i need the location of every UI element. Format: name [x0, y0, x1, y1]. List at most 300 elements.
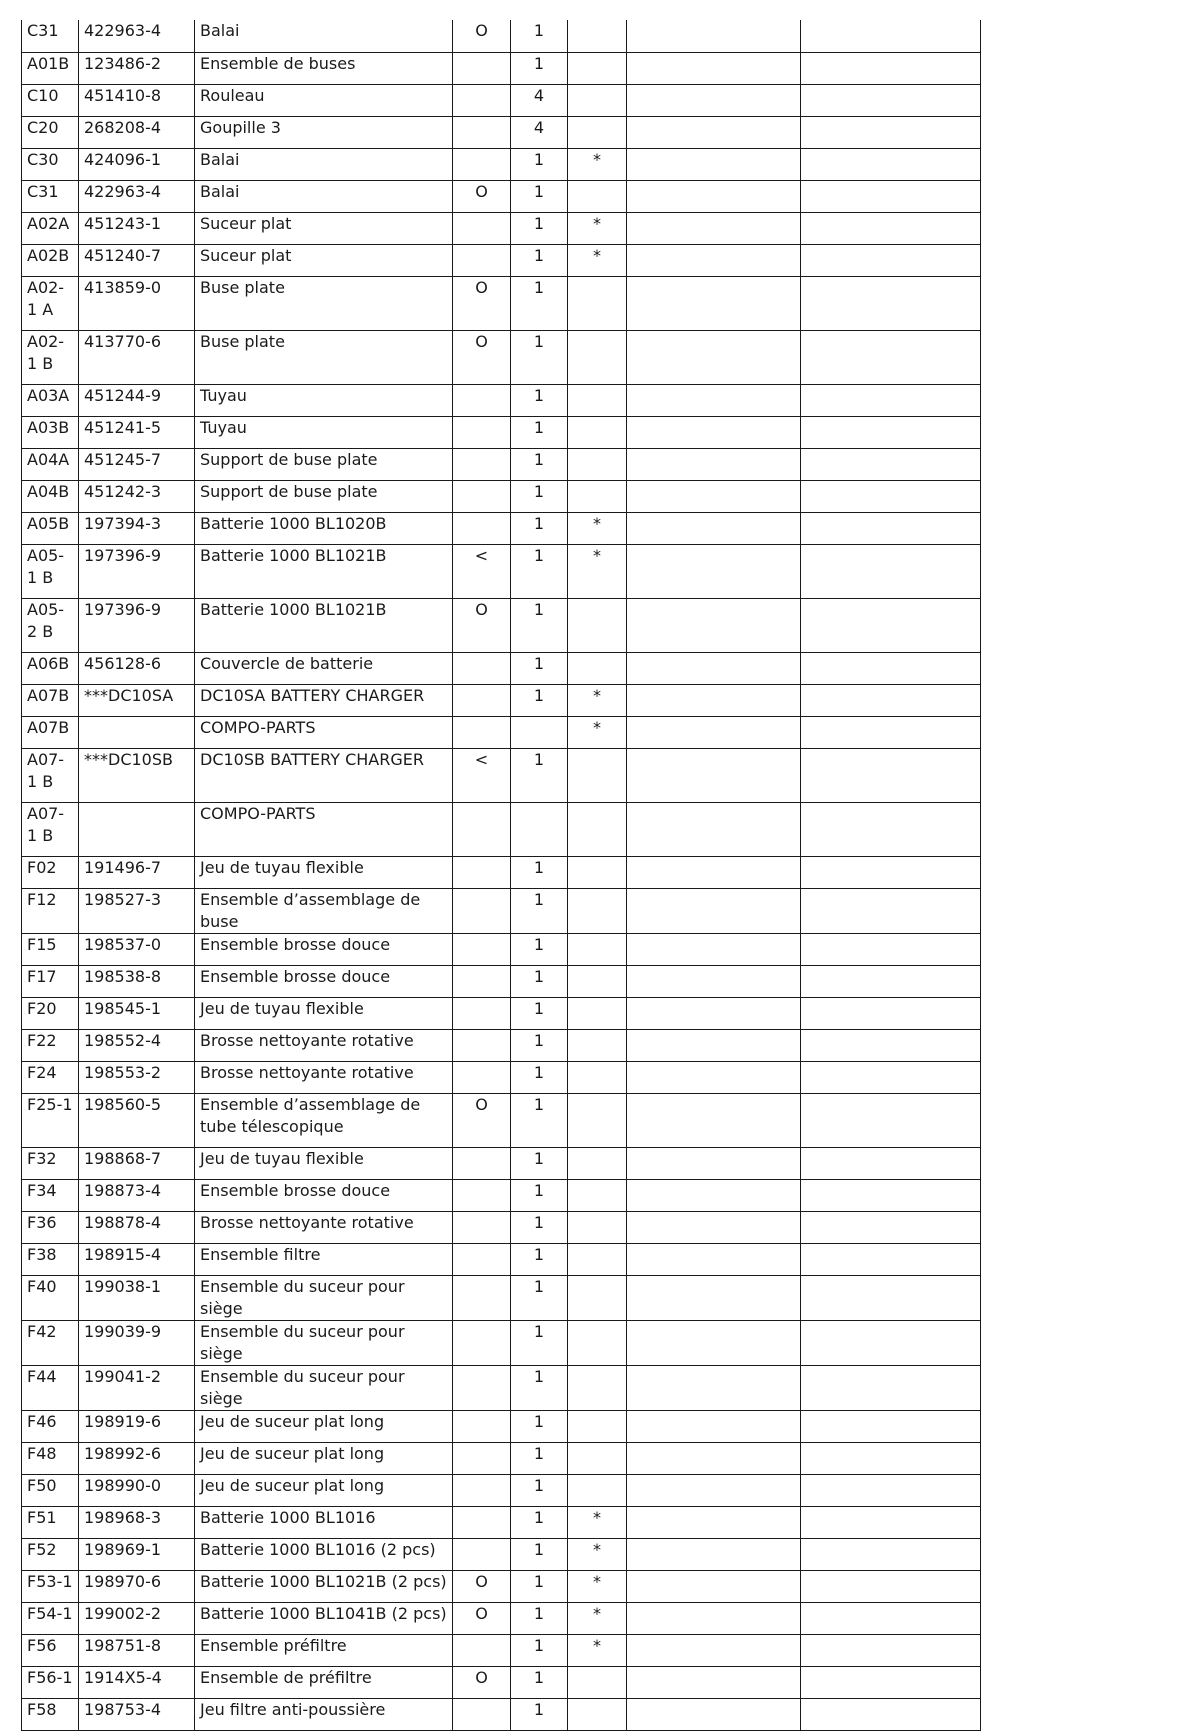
part-number-cell: 451410-8: [79, 84, 195, 116]
ref-cell: A05-2 B: [22, 598, 79, 652]
remarks-cell: [801, 1093, 981, 1147]
extra-cell: [627, 1365, 801, 1410]
ref-cell: F40: [22, 1275, 79, 1320]
part-number-cell: 451243-1: [79, 212, 195, 244]
extra-cell: [627, 544, 801, 598]
ref-cell: C30: [22, 148, 79, 180]
note-cell: [453, 1320, 511, 1365]
remarks-cell: [801, 416, 981, 448]
part-number-cell: 191496-7: [79, 856, 195, 888]
table-row: [22, 1410, 981, 1442]
remarks-cell: [801, 448, 981, 480]
part-number-cell: 451245-7: [79, 448, 195, 480]
part-number-cell: 123486-2: [79, 52, 195, 84]
part-number-cell: 198560-5: [79, 1093, 195, 1147]
description-cell: Batterie 1000 BL1020B: [195, 512, 453, 544]
table-row: [22, 1538, 981, 1570]
extra-cell: [627, 52, 801, 84]
quantity-cell: 1: [511, 1474, 568, 1506]
note-cell: [453, 52, 511, 84]
description-cell: Ensemble préfiltre: [195, 1634, 453, 1666]
table-row: [22, 888, 981, 933]
quantity-cell: 1: [511, 1211, 568, 1243]
ref-cell: F15: [22, 933, 79, 965]
description-cell: Ensemble brosse douce: [195, 1179, 453, 1211]
mark-cell: [568, 20, 627, 52]
extra-cell: [627, 802, 801, 856]
description-cell: Brosse nettoyante rotative: [195, 1211, 453, 1243]
description-cell: Jeu de suceur plat long: [195, 1442, 453, 1474]
quantity-cell: 1: [511, 244, 568, 276]
ref-cell: F50: [22, 1474, 79, 1506]
note-cell: [453, 480, 511, 512]
note-cell: [453, 1634, 511, 1666]
extra-cell: [627, 652, 801, 684]
quantity-cell: 1: [511, 1093, 568, 1147]
quantity-cell: 1: [511, 598, 568, 652]
quantity-cell: [511, 802, 568, 856]
remarks-cell: [801, 212, 981, 244]
note-cell: [453, 448, 511, 480]
extra-cell: [627, 1666, 801, 1698]
quantity-cell: 1: [511, 416, 568, 448]
mark-cell: *: [568, 1602, 627, 1634]
quantity-cell: 1: [511, 480, 568, 512]
extra-cell: [627, 1602, 801, 1634]
note-cell: O: [453, 180, 511, 212]
quantity-cell: 1: [511, 212, 568, 244]
table-row: [22, 1211, 981, 1243]
part-number-cell: 198970-6: [79, 1570, 195, 1602]
description-cell: Tuyau: [195, 384, 453, 416]
table-row: [22, 1570, 981, 1602]
note-cell: [453, 1365, 511, 1410]
extra-cell: [627, 1211, 801, 1243]
mark-cell: [568, 276, 627, 330]
description-cell: Brosse nettoyante rotative: [195, 1061, 453, 1093]
quantity-cell: 1: [511, 448, 568, 480]
quantity-cell: 1: [511, 1442, 568, 1474]
note-cell: [453, 1275, 511, 1320]
part-number-cell: 198969-1: [79, 1538, 195, 1570]
mark-cell: [568, 1474, 627, 1506]
ref-cell: A02B: [22, 244, 79, 276]
quantity-cell: 1: [511, 684, 568, 716]
remarks-cell: [801, 1602, 981, 1634]
table-row: [22, 1602, 981, 1634]
table-row: [22, 480, 981, 512]
ref-cell: C31: [22, 180, 79, 212]
part-number-cell: 197396-9: [79, 544, 195, 598]
mark-cell: [568, 1698, 627, 1730]
table-row: [22, 965, 981, 997]
note-cell: O: [453, 276, 511, 330]
quantity-cell: 1: [511, 20, 568, 52]
ref-cell: A07-1 B: [22, 802, 79, 856]
mark-cell: [568, 802, 627, 856]
ref-cell: F51: [22, 1506, 79, 1538]
ref-cell: F42: [22, 1320, 79, 1365]
extra-cell: [627, 1029, 801, 1061]
mark-cell: [568, 888, 627, 933]
table-row: [22, 1093, 981, 1147]
table-row: [22, 1243, 981, 1275]
remarks-cell: [801, 652, 981, 684]
extra-cell: [627, 1698, 801, 1730]
table-row: [22, 416, 981, 448]
ref-cell: A01B: [22, 52, 79, 84]
note-cell: O: [453, 1602, 511, 1634]
quantity-cell: 1: [511, 544, 568, 598]
remarks-cell: [801, 1211, 981, 1243]
description-cell: COMPO-PARTS: [195, 716, 453, 748]
quantity-cell: 4: [511, 116, 568, 148]
table-row: [22, 20, 981, 52]
mark-cell: [568, 448, 627, 480]
quantity-cell: 1: [511, 933, 568, 965]
table-row: [22, 1698, 981, 1730]
part-number-cell: 198552-4: [79, 1029, 195, 1061]
remarks-cell: [801, 1634, 981, 1666]
remarks-cell: [801, 997, 981, 1029]
part-number-cell: 451240-7: [79, 244, 195, 276]
note-cell: [453, 1147, 511, 1179]
mark-cell: [568, 180, 627, 212]
note-cell: [453, 933, 511, 965]
table-row: [22, 933, 981, 965]
part-number-cell: 199038-1: [79, 1275, 195, 1320]
mark-cell: *: [568, 1506, 627, 1538]
note-cell: [453, 716, 511, 748]
table-row: [22, 1147, 981, 1179]
part-number-cell: 424096-1: [79, 148, 195, 180]
note-cell: [453, 802, 511, 856]
part-number-cell: 198753-4: [79, 1698, 195, 1730]
note-cell: O: [453, 1570, 511, 1602]
mark-cell: *: [568, 716, 627, 748]
description-cell: Support de buse plate: [195, 480, 453, 512]
quantity-cell: 1: [511, 52, 568, 84]
quantity-cell: 1: [511, 856, 568, 888]
mark-cell: *: [568, 512, 627, 544]
mark-cell: [568, 1179, 627, 1211]
part-number-cell: 198527-3: [79, 888, 195, 933]
description-cell: Ensemble brosse douce: [195, 933, 453, 965]
table-row: [22, 748, 981, 802]
remarks-cell: [801, 933, 981, 965]
extra-cell: [627, 180, 801, 212]
remarks-cell: [801, 1275, 981, 1320]
description-cell: Balai: [195, 180, 453, 212]
mark-cell: [568, 1410, 627, 1442]
table-row: [22, 652, 981, 684]
extra-cell: [627, 384, 801, 416]
extra-cell: [627, 20, 801, 52]
remarks-cell: [801, 116, 981, 148]
description-cell: Jeu de tuyau flexible: [195, 856, 453, 888]
part-number-cell: 422963-4: [79, 180, 195, 212]
quantity-cell: 1: [511, 1666, 568, 1698]
note-cell: <: [453, 748, 511, 802]
description-cell: Suceur plat: [195, 212, 453, 244]
ref-cell: F20: [22, 997, 79, 1029]
part-number-cell: 199002-2: [79, 1602, 195, 1634]
remarks-cell: [801, 1698, 981, 1730]
remarks-cell: [801, 544, 981, 598]
ref-cell: F38: [22, 1243, 79, 1275]
quantity-cell: 1: [511, 1634, 568, 1666]
table-row: [22, 856, 981, 888]
parts-table: [21, 20, 981, 1731]
note-cell: [453, 1029, 511, 1061]
extra-cell: [627, 1093, 801, 1147]
description-cell: Batterie 1000 BL1016: [195, 1506, 453, 1538]
table-row: [22, 84, 981, 116]
remarks-cell: [801, 52, 981, 84]
table-row: [22, 52, 981, 84]
ref-cell: F56: [22, 1634, 79, 1666]
table-row: [22, 212, 981, 244]
note-cell: [453, 1698, 511, 1730]
note-cell: [453, 997, 511, 1029]
description-cell: Ensemble d’assemblage de buse: [195, 888, 453, 933]
part-number-cell: 198538-8: [79, 965, 195, 997]
remarks-cell: [801, 276, 981, 330]
quantity-cell: 1: [511, 512, 568, 544]
ref-cell: A02-1 B: [22, 330, 79, 384]
note-cell: [453, 965, 511, 997]
description-cell: Brosse nettoyante rotative: [195, 1029, 453, 1061]
table-row: [22, 598, 981, 652]
table-row: [22, 180, 981, 212]
mark-cell: [568, 1211, 627, 1243]
remarks-cell: [801, 1320, 981, 1365]
extra-cell: [627, 84, 801, 116]
ref-cell: F48: [22, 1442, 79, 1474]
note-cell: O: [453, 1666, 511, 1698]
table-row: [22, 997, 981, 1029]
mark-cell: [568, 480, 627, 512]
note-cell: [453, 1410, 511, 1442]
part-number-cell: 198537-0: [79, 933, 195, 965]
part-number-cell: 198878-4: [79, 1211, 195, 1243]
ref-cell: A03A: [22, 384, 79, 416]
note-cell: [453, 684, 511, 716]
remarks-cell: [801, 330, 981, 384]
part-number-cell: 1914X5-4: [79, 1666, 195, 1698]
ref-cell: A02A: [22, 212, 79, 244]
description-cell: Batterie 1000 BL1016 (2 pcs): [195, 1538, 453, 1570]
note-cell: [453, 1061, 511, 1093]
part-number-cell: 422963-4: [79, 20, 195, 52]
description-cell: Balai: [195, 148, 453, 180]
mark-cell: [568, 598, 627, 652]
mark-cell: *: [568, 212, 627, 244]
mark-cell: [568, 1061, 627, 1093]
table-row: [22, 1666, 981, 1698]
extra-cell: [627, 480, 801, 512]
mark-cell: *: [568, 1538, 627, 1570]
quantity-cell: 1: [511, 148, 568, 180]
description-cell: COMPO-PARTS: [195, 802, 453, 856]
table-row: [22, 384, 981, 416]
part-number-cell: 198919-6: [79, 1410, 195, 1442]
ref-cell: F24: [22, 1061, 79, 1093]
part-number-cell: 198992-6: [79, 1442, 195, 1474]
description-cell: Batterie 1000 BL1021B: [195, 598, 453, 652]
quantity-cell: 1: [511, 1029, 568, 1061]
extra-cell: [627, 1506, 801, 1538]
table-row: [22, 1634, 981, 1666]
quantity-cell: 1: [511, 652, 568, 684]
ref-cell: F22: [22, 1029, 79, 1061]
ref-cell: F36: [22, 1211, 79, 1243]
note-cell: [453, 1211, 511, 1243]
remarks-cell: [801, 1474, 981, 1506]
description-cell: Batterie 1000 BL1041B (2 pcs): [195, 1602, 453, 1634]
mark-cell: [568, 84, 627, 116]
quantity-cell: 1: [511, 965, 568, 997]
remarks-cell: [801, 1570, 981, 1602]
table-row: [22, 244, 981, 276]
note-cell: [453, 244, 511, 276]
table-row: [22, 1474, 981, 1506]
remarks-cell: [801, 1029, 981, 1061]
description-cell: Jeu de suceur plat long: [195, 1410, 453, 1442]
extra-cell: [627, 330, 801, 384]
note-cell: [453, 212, 511, 244]
description-cell: DC10SB BATTERY CHARGER: [195, 748, 453, 802]
remarks-cell: [801, 1147, 981, 1179]
extra-cell: [627, 276, 801, 330]
mark-cell: [568, 1666, 627, 1698]
table-row: [22, 1506, 981, 1538]
note-cell: [453, 84, 511, 116]
mark-cell: [568, 1029, 627, 1061]
table-row: [22, 1179, 981, 1211]
ref-cell: A04B: [22, 480, 79, 512]
part-number-cell: 198968-3: [79, 1506, 195, 1538]
ref-cell: F44: [22, 1365, 79, 1410]
part-number-cell: ***DC10SA: [79, 684, 195, 716]
quantity-cell: 1: [511, 1698, 568, 1730]
table-row: [22, 330, 981, 384]
table-row: [22, 1275, 981, 1320]
ref-cell: C10: [22, 84, 79, 116]
note-cell: [453, 384, 511, 416]
table-row: [22, 684, 981, 716]
extra-cell: [627, 1634, 801, 1666]
remarks-cell: [801, 802, 981, 856]
ref-cell: A04A: [22, 448, 79, 480]
mark-cell: *: [568, 1570, 627, 1602]
quantity-cell: 1: [511, 997, 568, 1029]
mark-cell: [568, 1442, 627, 1474]
description-cell: Jeu de tuyau flexible: [195, 1147, 453, 1179]
note-cell: [453, 1474, 511, 1506]
remarks-cell: [801, 1442, 981, 1474]
note-cell: [453, 1179, 511, 1211]
note-cell: [453, 856, 511, 888]
quantity-cell: 1: [511, 1602, 568, 1634]
ref-cell: F56-1: [22, 1666, 79, 1698]
extra-cell: [627, 997, 801, 1029]
description-cell: Ensemble filtre: [195, 1243, 453, 1275]
remarks-cell: [801, 1061, 981, 1093]
mark-cell: [568, 416, 627, 448]
part-number-cell: 198868-7: [79, 1147, 195, 1179]
description-cell: Buse plate: [195, 276, 453, 330]
extra-cell: [627, 965, 801, 997]
part-number-cell: 198915-4: [79, 1243, 195, 1275]
extra-cell: [627, 1243, 801, 1275]
mark-cell: [568, 997, 627, 1029]
note-cell: [453, 148, 511, 180]
ref-cell: A06B: [22, 652, 79, 684]
ref-cell: F58: [22, 1698, 79, 1730]
quantity-cell: 1: [511, 1147, 568, 1179]
mark-cell: *: [568, 544, 627, 598]
ref-cell: F25-1: [22, 1093, 79, 1147]
table-row: [22, 276, 981, 330]
ref-cell: A05B: [22, 512, 79, 544]
ref-cell: C20: [22, 116, 79, 148]
part-number-cell: 199041-2: [79, 1365, 195, 1410]
quantity-cell: 1: [511, 748, 568, 802]
description-cell: Ensemble de buses: [195, 52, 453, 84]
mark-cell: [568, 384, 627, 416]
extra-cell: [627, 416, 801, 448]
ref-cell: A07-1 B: [22, 748, 79, 802]
note-cell: O: [453, 330, 511, 384]
remarks-cell: [801, 716, 981, 748]
ref-cell: A07B: [22, 684, 79, 716]
part-number-cell: 197396-9: [79, 598, 195, 652]
description-cell: Tuyau: [195, 416, 453, 448]
note-cell: [453, 1538, 511, 1570]
mark-cell: *: [568, 1634, 627, 1666]
mark-cell: *: [568, 148, 627, 180]
note-cell: [453, 116, 511, 148]
mark-cell: [568, 933, 627, 965]
note-cell: [453, 512, 511, 544]
table-row: [22, 544, 981, 598]
table-row: [22, 448, 981, 480]
part-number-cell: 198751-8: [79, 1634, 195, 1666]
description-cell: Ensemble du suceur pour siège: [195, 1365, 453, 1410]
ref-cell: F34: [22, 1179, 79, 1211]
quantity-cell: 1: [511, 1365, 568, 1410]
description-cell: Ensemble de préfiltre: [195, 1666, 453, 1698]
part-number-cell: 451244-9: [79, 384, 195, 416]
part-number-cell: 413859-0: [79, 276, 195, 330]
ref-cell: A05-1 B: [22, 544, 79, 598]
ref-cell: F54-1: [22, 1602, 79, 1634]
quantity-cell: 1: [511, 276, 568, 330]
mark-cell: [568, 1093, 627, 1147]
quantity-cell: 1: [511, 1320, 568, 1365]
description-cell: Couvercle de batterie: [195, 652, 453, 684]
table-row: [22, 716, 981, 748]
description-cell: Suceur plat: [195, 244, 453, 276]
part-number-cell: 268208-4: [79, 116, 195, 148]
extra-cell: [627, 1570, 801, 1602]
remarks-cell: [801, 1365, 981, 1410]
description-cell: Jeu de suceur plat long: [195, 1474, 453, 1506]
note-cell: [453, 652, 511, 684]
remarks-cell: [801, 856, 981, 888]
description-cell: Jeu de tuyau flexible: [195, 997, 453, 1029]
